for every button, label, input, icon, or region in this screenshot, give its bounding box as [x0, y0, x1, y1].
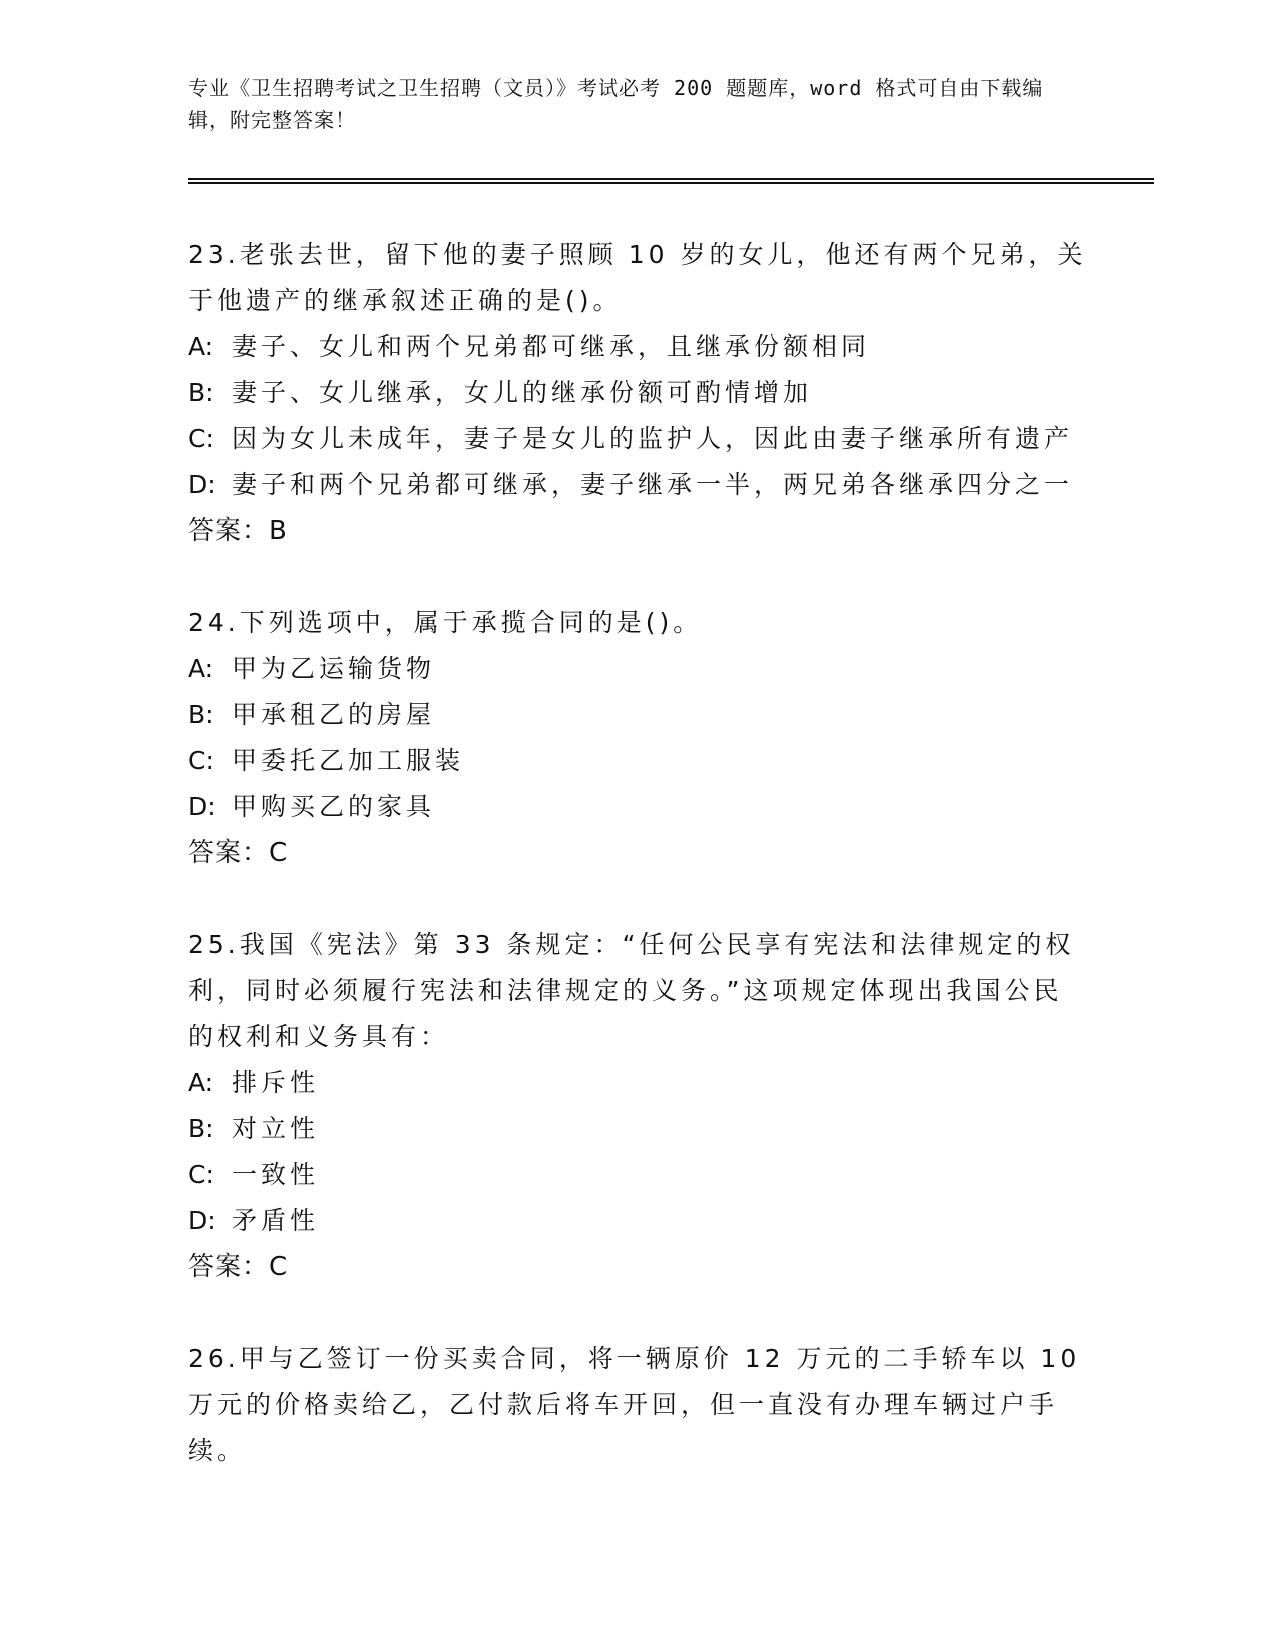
answer-line: 答案：C	[188, 838, 289, 868]
question-text: 26.甲与乙签订一份买卖合同，将一辆原价 12 万元的二手轿车以 10 万元的价格卖给乙，乙付款后将车开回，但一直没有办理车辆过户手续。	[188, 1344, 1081, 1465]
option-text: 妻子、女儿继承，女儿的继承份额可酌情增加	[232, 378, 813, 407]
option-label: B:	[188, 700, 214, 729]
option-c	[188, 1152, 1088, 1198]
option-text: 因为女儿未成年，妻子是女儿的监护人，因此由妻子继承所有遗产	[232, 424, 1074, 453]
option-a	[188, 646, 1088, 692]
option-text: 排斥性	[232, 1068, 320, 1097]
option-text: 甲为乙运输货物	[232, 654, 436, 683]
document-header: 专业《卫生招聘考试之卫生招聘（文员）》考试必考 200 题题库，word 格式可自由下载编辑，附完整答案！	[188, 76, 1044, 132]
option-label: B:	[188, 1114, 214, 1143]
option-label: D:	[188, 792, 216, 821]
question-text: 23.老张去世，留下他的妻子照顾 10 岁的女儿，他还有两个兄弟，关于他遗产的继承叙述正确的是()。	[188, 240, 1087, 315]
option-c	[188, 416, 1088, 462]
question-23	[188, 232, 1088, 554]
question-list	[188, 232, 1088, 1520]
option-b	[188, 1106, 1088, 1152]
option-text: 妻子、女儿和两个兄弟都可继承，且继承份额相同	[232, 332, 871, 361]
question-26	[188, 1336, 1088, 1474]
option-b	[188, 370, 1088, 416]
option-text: 妻子和两个兄弟都可继承，妻子继承一半，两兄弟各继承四分之一	[232, 470, 1074, 499]
option-text: 甲承租乙的房屋	[232, 700, 436, 729]
option-text: 对立性	[232, 1114, 320, 1143]
option-label: D:	[188, 470, 216, 499]
answer-line: 答案：C	[188, 1252, 289, 1282]
option-text: 甲购买乙的家具	[232, 792, 436, 821]
option-label: A:	[188, 332, 214, 361]
option-label: A:	[188, 1068, 214, 1097]
option-d	[188, 784, 1088, 830]
option-text: 一致性	[232, 1160, 320, 1189]
option-text: 矛盾性	[232, 1206, 320, 1235]
question-25	[188, 922, 1088, 1290]
option-label: A:	[188, 654, 214, 683]
option-a	[188, 1060, 1088, 1106]
option-a	[188, 324, 1088, 370]
answer-line: 答案：B	[188, 516, 288, 546]
option-label: B:	[188, 378, 214, 407]
option-text: 甲委托乙加工服装	[232, 746, 465, 775]
question-text: 24.下列选项中，属于承揽合同的是()。	[188, 608, 703, 637]
option-label: C:	[188, 746, 214, 775]
option-d	[188, 1198, 1088, 1244]
question-text: 25.我国《宪法》第 33 条规定：“任何公民享有宪法和法律规定的权利，同时必须履行宪法和法律规定的义务。”这项规定体现出我国公民的权利和义务具有：	[188, 930, 1075, 1051]
option-d	[188, 462, 1088, 508]
option-c	[188, 738, 1088, 784]
option-label: C:	[188, 424, 214, 453]
question-24	[188, 600, 1088, 876]
option-label: C:	[188, 1160, 214, 1189]
option-label: D:	[188, 1206, 216, 1235]
header-divider	[188, 178, 1154, 184]
option-b	[188, 692, 1088, 738]
